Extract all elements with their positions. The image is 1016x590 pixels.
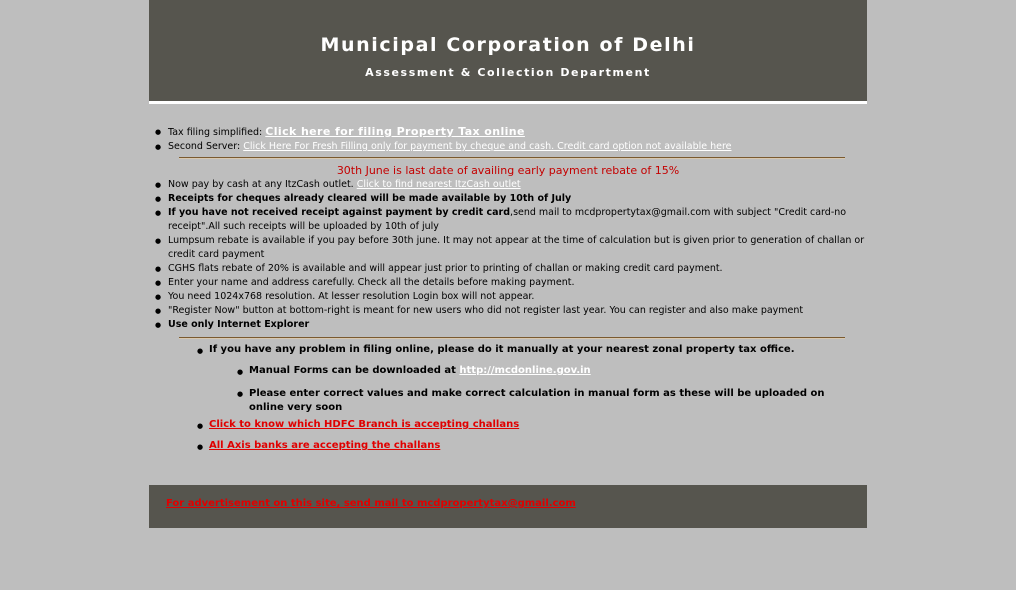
resolution-text: You need 1024x768 resolution. At lesser resolution Login box will not appear. bbox=[168, 291, 535, 302]
list-item-resolution bbox=[168, 290, 867, 304]
main-content bbox=[149, 125, 867, 451]
credit-card-receipt-bold: If you have not received receipt against payment by credit card bbox=[168, 207, 511, 218]
list-item-second-server bbox=[168, 140, 867, 154]
list-item-tax-filing bbox=[168, 125, 867, 140]
list-item-internet-explorer bbox=[168, 318, 867, 332]
itzcash-outlet-link[interactable]: Click to find nearest ItzCash outlet bbox=[356, 179, 521, 190]
bullet: ● bbox=[237, 368, 244, 376]
manual-filing-notice: If you have any problem in filing online, please do it manually at your nearest zonal property tax office. bbox=[209, 344, 795, 355]
site-footer bbox=[149, 485, 867, 528]
top-list bbox=[149, 125, 867, 154]
rebate-notice: 30th June is last date of availing early payment rebate of 15% bbox=[336, 164, 680, 177]
bullet: ● bbox=[197, 347, 204, 355]
internet-explorer-text: Use only Internet Explorer bbox=[168, 319, 310, 330]
list-item-cheque-receipts bbox=[168, 192, 867, 206]
bullet: ● bbox=[197, 422, 204, 430]
lumpsum-rebate-text: Lumpsum rebate is available if you pay before 30th june. It may not appear at the time of calculation but is given prior to generation of challan or credit card payment bbox=[168, 235, 865, 260]
bullet: ● bbox=[237, 390, 244, 398]
list-item-itzcash bbox=[168, 178, 867, 192]
second-server-label: Second Server: bbox=[168, 141, 244, 152]
file-property-tax-link[interactable]: Click here for filing Property Tax online bbox=[265, 125, 525, 138]
mcdonline-link[interactable]: http://mcdonline.gov.in bbox=[459, 365, 591, 376]
bullet: ● bbox=[197, 443, 204, 451]
page-subtitle: Assessment & Collection Department bbox=[365, 66, 651, 79]
tax-filing-label: Tax filing simplified: bbox=[168, 127, 266, 138]
hdfc-branch-link[interactable]: Click to know which HDFC Branch is accepting challans bbox=[209, 419, 520, 430]
register-now-text: "Register Now" button at bottom-right is meant for new users who did not register last year. You can register and also make payment bbox=[168, 305, 804, 316]
info-list bbox=[149, 178, 867, 332]
list-item-cghs-rebate bbox=[168, 262, 867, 276]
fresh-filling-link[interactable]: Click Here For Fresh Filling only for payment by cheque and cash. Credit card option not available here bbox=[243, 141, 732, 152]
list-item-enter-name bbox=[168, 276, 867, 290]
axis-banks-link[interactable]: All Axis banks are accepting the challans bbox=[209, 440, 441, 451]
cghs-rebate-text: CGHS flats rebate of 20% is available and will appear just prior to printing of challan or making credit card payment. bbox=[168, 263, 723, 274]
cheque-receipts-text: Receipts for cheques already cleared will be made available by 10th of July bbox=[168, 193, 572, 204]
page-container bbox=[149, 0, 867, 509]
list-item-lumpsum-rebate bbox=[168, 234, 867, 262]
list-item-register-now bbox=[168, 304, 867, 318]
site-header bbox=[149, 0, 867, 104]
enter-name-text: Enter your name and address carefully. Check all the details before making payment. bbox=[168, 277, 575, 288]
list-item-credit-card-receipt bbox=[168, 206, 867, 234]
page-title: Municipal Corporation of Delhi bbox=[320, 34, 696, 56]
itzcash-text: Now pay by cash at any ItzCash outlet. bbox=[168, 179, 357, 190]
advertisement-mail-link[interactable]: For advertisement on this site, send mail to mcdpropertytax@gmail.com bbox=[166, 498, 576, 509]
divider-top bbox=[179, 157, 845, 159]
credit-card-receipt-text: ,send mail to mcdpropertytax@gmail.com with subject "Credit card-no receipt".All such receipts will be uploaded by 10th of july bbox=[168, 207, 847, 232]
correct-values-text: Please enter correct values and make correct calculation in manual form as these will be uploaded on online very soon bbox=[249, 388, 825, 413]
manual-forms-text: Manual Forms can be downloaded at bbox=[249, 365, 460, 376]
divider-bottom bbox=[179, 337, 845, 339]
manual-forms-item bbox=[249, 365, 849, 376]
